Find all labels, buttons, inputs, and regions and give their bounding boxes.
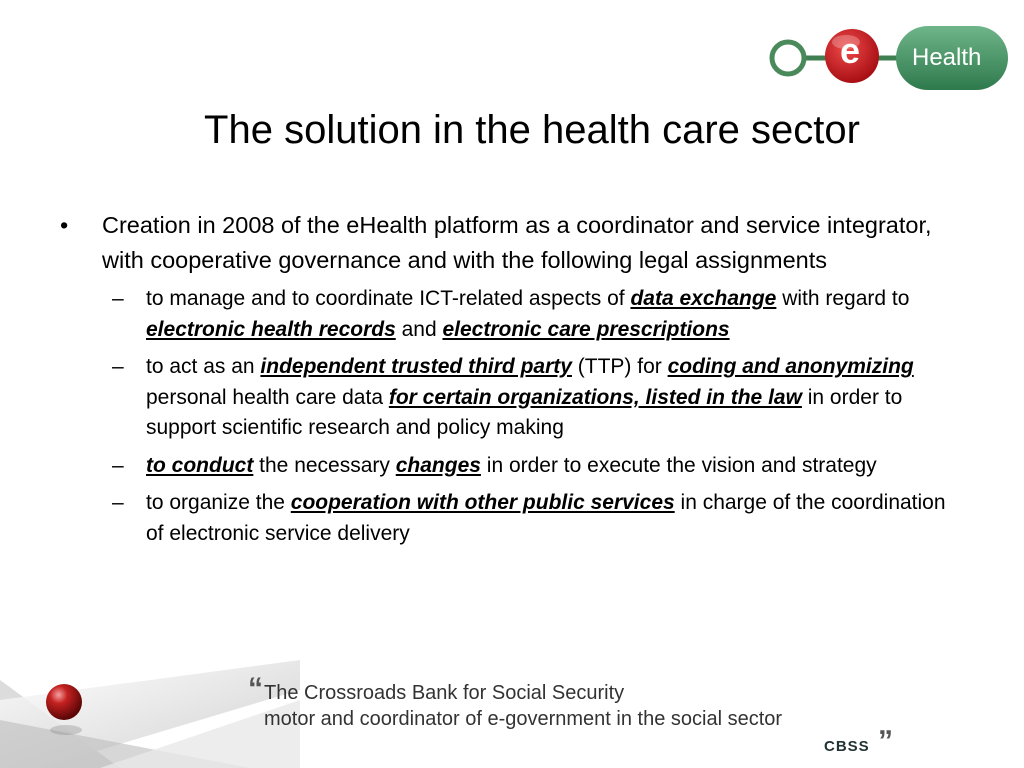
footer-quote xyxy=(248,672,908,741)
sub2-text-3: personal health care data xyxy=(146,385,389,409)
sub2-emphasis-1: independent trusted third party xyxy=(260,355,572,378)
sub2-text-2: (TTP) for xyxy=(571,355,668,378)
quote-open-mark: “ xyxy=(248,672,263,705)
sub1-emphasis-1: data exchange xyxy=(630,287,777,310)
dash-symbol: – xyxy=(112,355,124,378)
cbss-brand: CBSS xyxy=(824,738,870,755)
sub3-text-1: the necessary xyxy=(253,453,396,477)
logo-word: Health xyxy=(912,44,982,71)
sub3-emphasis-2: changes xyxy=(395,453,481,477)
sub2-text-1: to act as an xyxy=(146,355,261,378)
sub1-emphasis-3: electronic care prescriptions xyxy=(442,317,730,341)
logo-letter: e xyxy=(840,30,861,71)
sub1-emphasis-2: electronic health records xyxy=(146,317,396,341)
quote-line-2: motor and coordinator of e-government in the social sector xyxy=(264,708,783,730)
sub2-emphasis-3: for certain organizations, listed in the law xyxy=(388,385,802,409)
bullet-symbol: • xyxy=(60,212,69,238)
sub2-text-4: in order to support scientific research and policy making xyxy=(146,385,903,439)
main-bullet xyxy=(60,208,960,278)
sub-bullet-item xyxy=(60,352,960,444)
dash-symbol: – xyxy=(112,491,124,514)
dash-symbol: – xyxy=(112,453,124,477)
quote-close-mark: „ xyxy=(878,708,893,741)
sub-bullet-list xyxy=(60,284,960,549)
main-bullet-text: Creation in 2008 of the eHealth platform as a coordinator and service integrator, with cooperative governance and with the following legal assignments xyxy=(102,212,932,273)
sub1-text-1: to manage and to coordinate ICT-related aspects of xyxy=(146,287,631,310)
sub3-text-2: in order to execute the vision and strategy xyxy=(480,453,877,477)
sub3-emphasis-1: to conduct xyxy=(146,453,254,477)
sub1-text-2: with regard to xyxy=(776,287,910,310)
sub4-emphasis-1: cooperation with other public services xyxy=(290,491,675,514)
slide-title: The solution in the health care sector xyxy=(204,108,860,152)
sub1-text-3: and xyxy=(395,317,443,341)
sub-bullet-item xyxy=(60,451,960,482)
sub4-text-1: to organize the xyxy=(146,491,291,514)
sub2-emphasis-2: coding and anonymizing xyxy=(667,355,914,378)
sub-bullet-item xyxy=(60,488,960,549)
slide-content xyxy=(60,208,960,556)
sub4-text-2: in charge of the coordination of electronic service delivery xyxy=(146,491,946,545)
quote-line-1: The Crossroads Bank for Social Security xyxy=(264,682,625,704)
sub-bullet-item xyxy=(60,284,960,345)
dash-symbol: – xyxy=(112,287,124,310)
ehealth-logo xyxy=(764,18,1014,98)
